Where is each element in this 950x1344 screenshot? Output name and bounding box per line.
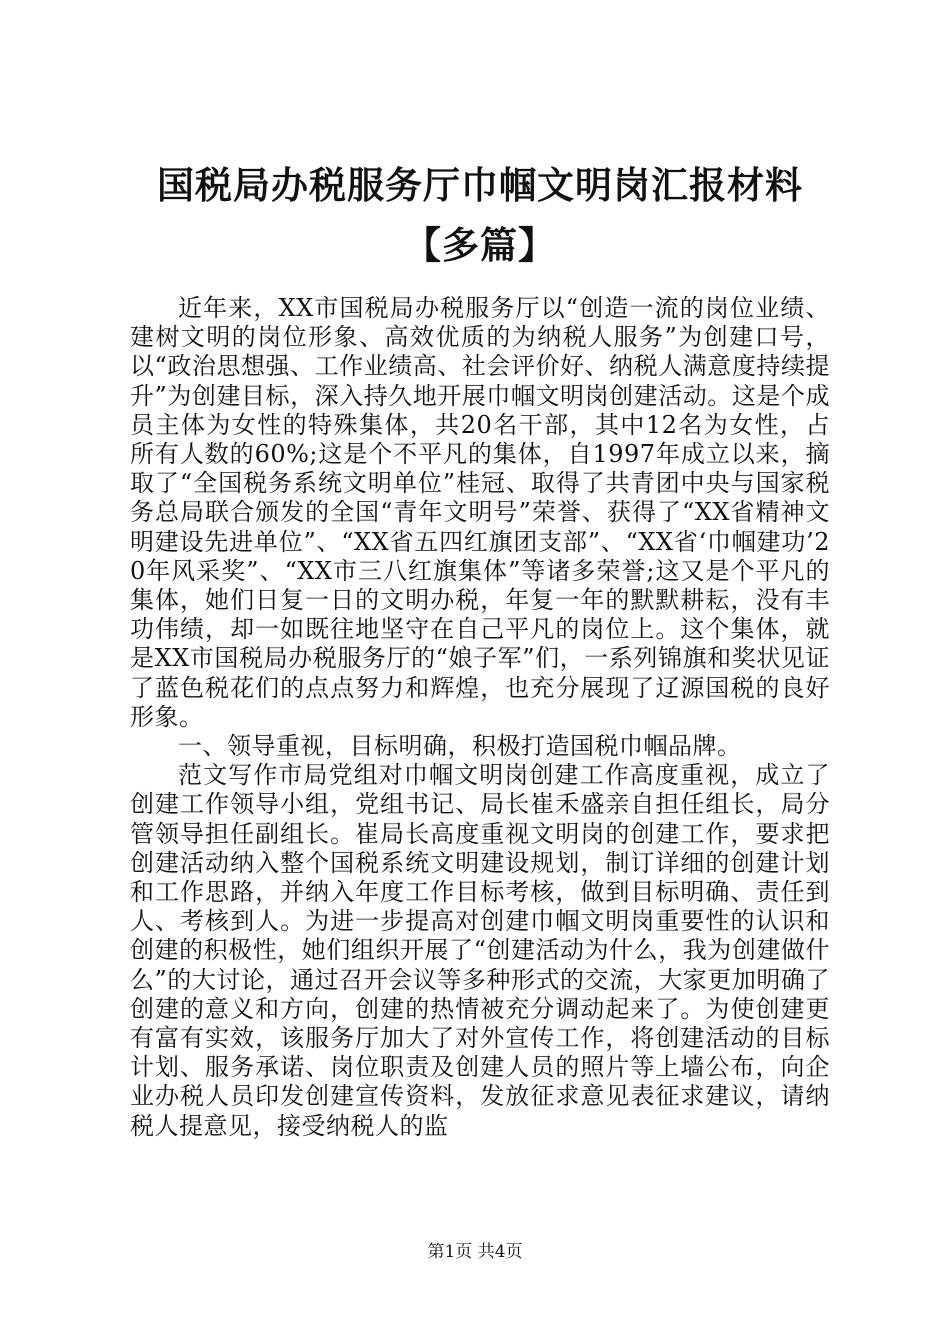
page-number-footer: 第1页 共4页: [427, 1242, 523, 1262]
body-paragraph-intro: 近年来，XX市国税局办税服务厅以“创造一流的岗位业绩、建树文明的岗位形象、高效优质的为纳税人服务”为创建口号，以“政治思想强、工作业绩高、社会评价好、纳税人满意度持续提升”为创建目标，深入持久地开展巾帼文明岗创建活动。这是个成员主体为女性的特殊集体，共20名干部，其中12名为女性，占所有人数的60%;这是个不平凡的集体，自1997年成立以来，摘取了“全国税务系统文明单位”桂冠、取得了共青团中央与国家税务总局联合颁发的全国“青年文明号”荣誉、获得了“XX省精神文明建设先进单位”、“XX省五四红旗团支部”、“XX省‘巾帼建功’20年风采奖”、“XX市三八红旗集体”等诸多荣誉;这又是个平凡的集体，她们日复一日的文明办税，年复一年的默默耕耘，没有丰功伟绩，却一如既往地坚守在自己平凡的岗位上。这个集体，就是XX市国税局办税服务厅的“娘子军”们，一系列锦旗和奖状见证了蓝色税花们的点点努力和辉煌，也充分展现了辽源国税的良好形象。: [130, 294, 830, 731]
document-title: 国税局办税服务厅巾帼文明岗汇报材料【多篇】: [157, 163, 803, 267]
section-heading-1: 一、领导重视，目标明确，积极打造国税巾帼品牌。: [178, 732, 742, 761]
body-paragraph-section-1: 范文写作市局党组对巾帼文明岗创建工作高度重视，成立了创建工作领导小组，党组书记、局长崔禾盛亲自担任组长，局分管领导担任副组长。崔局长高度重视文明岗的创建工作，要求把创建活动纳入整个国税系统文明建设规划，制订详细的创建计划和工作思路，并纳入年度工作目标考核，做到目标明确、责任到人、考核到人。为进一步提高对创建巾帼文明岗重要性的认识和创建的积极性，她们组织开展了“创建活动为什么，我为创建做什么”的大讨论，通过召开会议等多种形式的交流，大家更加明确了创建的意义和方向，创建的热情被充分调动起来了。为使创建更有富有实效，该服务厅加大了对外宣传工作，将创建活动的目标计划、服务承诺、岗位职责及创建人员的照片等上墙公布，向企业办税人员印发创建宣传资料，发放征求意见表征求建议，请纳税人提意见，接受纳税人的监: [130, 761, 830, 1140]
document-body: [130, 294, 830, 1141]
